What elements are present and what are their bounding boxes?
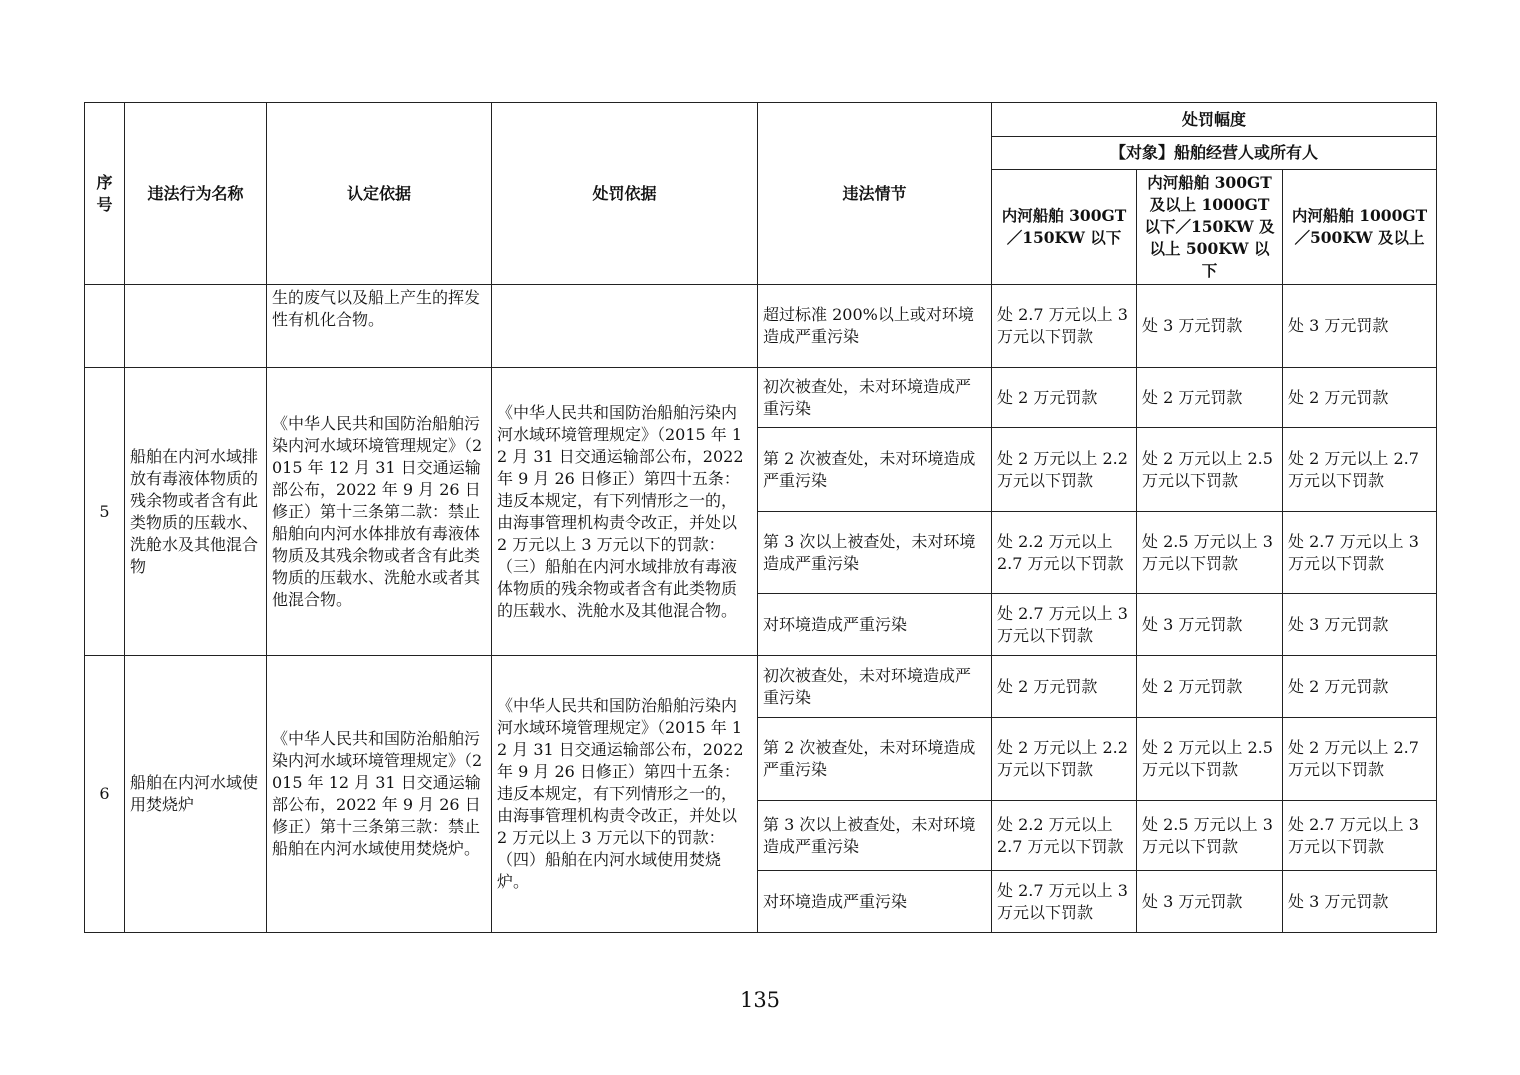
header-medium-vessel: 内河船舶 300GT 及以上 1000GT 以下／150KW 及以上 500KW 以下 bbox=[1137, 170, 1283, 285]
continuation-no bbox=[85, 285, 125, 368]
page-number: 135 bbox=[739, 988, 781, 1012]
entry-circumstance: 初次被查处，未对环境造成严重污染 bbox=[758, 656, 992, 718]
table-row bbox=[85, 285, 1437, 368]
header-target: 【对象】船舶经营人或所有人 bbox=[992, 137, 1437, 170]
continuation-large: 处 3 万元罚款 bbox=[1283, 285, 1437, 368]
entry-large: 处 2.7 万元以上 3 万元以下罚款 bbox=[1283, 512, 1437, 594]
entry-large: 处 3 万元罚款 bbox=[1283, 871, 1437, 933]
entry-medium: 处 2 万元以上 2.5 万元以下罚款 bbox=[1137, 718, 1283, 801]
continuation-small: 处 2.7 万元以上 3 万元以下罚款 bbox=[992, 285, 1137, 368]
entry-small: 处 2 万元罚款 bbox=[992, 656, 1137, 718]
entry-large: 处 2.7 万元以上 3 万元以下罚款 bbox=[1283, 801, 1437, 871]
entry-violation-name: 船舶在内河水域排放有毒液体物质的残余物或者含有此类物质的压载水、洗舱水及其他混合物 bbox=[125, 368, 267, 656]
entry-basis: 《中华人民共和国防治船舶污染内河水域环境管理规定》（2015 年 12 月 31 日交通运输部公布，2022 年 9 月 26 日修正）第十三条第二款：禁止船舶向内河水体排放有毒液体物质及其残余物或者含有此类物质的压载水、洗舱水或者其他混合物。 bbox=[267, 368, 492, 656]
entry-circumstance: 初次被查处，未对环境造成严重污染 bbox=[758, 368, 992, 428]
entry-large: 处 2 万元罚款 bbox=[1283, 656, 1437, 718]
table-row bbox=[85, 368, 1437, 428]
entry-basis: 《中华人民共和国防治船舶污染内河水域环境管理规定》（2015 年 12 月 31 日交通运输部公布，2022 年 9 月 26 日修正）第十三条第三款：禁止船舶在内河水域使用焚烧炉。 bbox=[267, 656, 492, 933]
header-penalty-basis: 处罚依据 bbox=[492, 103, 758, 285]
entry-circumstance: 对环境造成严重污染 bbox=[758, 594, 992, 656]
continuation-name bbox=[125, 285, 267, 368]
entry-small: 处 2.7 万元以上 3 万元以下罚款 bbox=[992, 871, 1137, 933]
entry-medium: 处 2 万元罚款 bbox=[1137, 368, 1283, 428]
header-circumstance: 违法情节 bbox=[758, 103, 992, 285]
table-row bbox=[85, 656, 1437, 718]
entry-small: 处 2.7 万元以上 3 万元以下罚款 bbox=[992, 594, 1137, 656]
entry-no: 6 bbox=[85, 656, 125, 933]
entry-penalty-basis: 《中华人民共和国防治船舶污染内河水域环境管理规定》（2015 年 12 月 31 日交通运输部公布，2022 年 9 月 26 日修正）第四十五条：违反本规定，有下列情形之一的，由海事管理机构责令改正，并处以 2 万元以上 3 万元以下的罚款：（三）船舶在内河水域排放有毒液体物质的残余物或者含有此类物质的压载水、洗舱水及其他混合物。 bbox=[492, 368, 758, 656]
entry-violation-name: 船舶在内河水域使用焚烧炉 bbox=[125, 656, 267, 933]
entry-medium: 处 3 万元罚款 bbox=[1137, 871, 1283, 933]
entry-no: 5 bbox=[85, 368, 125, 656]
entry-large: 处 2 万元罚款 bbox=[1283, 368, 1437, 428]
header-no: 序号 bbox=[85, 103, 125, 285]
entry-penalty-basis: 《中华人民共和国防治船舶污染内河水域环境管理规定》（2015 年 12 月 31 日交通运输部公布，2022 年 9 月 26 日修正）第四十五条：违反本规定，有下列情形之一的，由海事管理机构责令改正，并处以 2 万元以上 3 万元以下的罚款：（四）船舶在内河水域使用焚烧炉。 bbox=[492, 656, 758, 933]
entry-circumstance: 第 3 次以上被查处，未对环境造成严重污染 bbox=[758, 801, 992, 871]
entry-circumstance: 第 3 次以上被查处，未对环境造成严重污染 bbox=[758, 512, 992, 594]
continuation-medium: 处 3 万元罚款 bbox=[1137, 285, 1283, 368]
entry-circumstance: 对环境造成严重污染 bbox=[758, 871, 992, 933]
entry-large: 处 2 万元以上 2.7 万元以下罚款 bbox=[1283, 428, 1437, 512]
header-violation-name: 违法行为名称 bbox=[125, 103, 267, 285]
header-basis: 认定依据 bbox=[267, 103, 492, 285]
header-penalty-range: 处罚幅度 bbox=[992, 103, 1437, 137]
entry-circumstance: 第 2 次被查处，未对环境造成严重污染 bbox=[758, 428, 992, 512]
continuation-basis: 生的废气以及船上产生的挥发性有机化合物。 bbox=[267, 285, 492, 368]
entry-medium: 处 2.5 万元以上 3 万元以下罚款 bbox=[1137, 512, 1283, 594]
entry-large: 处 2 万元以上 2.7 万元以下罚款 bbox=[1283, 718, 1437, 801]
header-large-vessel: 内河船舶 1000GT／500KW 及以上 bbox=[1283, 170, 1437, 285]
continuation-circumstance: 超过标准 200%以上或对环境造成严重污染 bbox=[758, 285, 992, 368]
entry-medium: 处 3 万元罚款 bbox=[1137, 594, 1283, 656]
entry-small: 处 2.2 万元以上 2.7 万元以下罚款 bbox=[992, 512, 1137, 594]
entry-medium: 处 2 万元以上 2.5 万元以下罚款 bbox=[1137, 428, 1283, 512]
entry-small: 处 2 万元罚款 bbox=[992, 368, 1137, 428]
entry-circumstance: 第 2 次被查处，未对环境造成严重污染 bbox=[758, 718, 992, 801]
penalty-table bbox=[84, 102, 1437, 933]
entry-large: 处 3 万元罚款 bbox=[1283, 594, 1437, 656]
entry-medium: 处 2 万元罚款 bbox=[1137, 656, 1283, 718]
continuation-penalty-basis bbox=[492, 285, 758, 368]
entry-medium: 处 2.5 万元以上 3 万元以下罚款 bbox=[1137, 801, 1283, 871]
header-small-vessel: 内河船舶 300GT／150KW 以下 bbox=[992, 170, 1137, 285]
entry-small: 处 2.2 万元以上 2.7 万元以下罚款 bbox=[992, 801, 1137, 871]
entry-small: 处 2 万元以上 2.2 万元以下罚款 bbox=[992, 428, 1137, 512]
entry-small: 处 2 万元以上 2.2 万元以下罚款 bbox=[992, 718, 1137, 801]
